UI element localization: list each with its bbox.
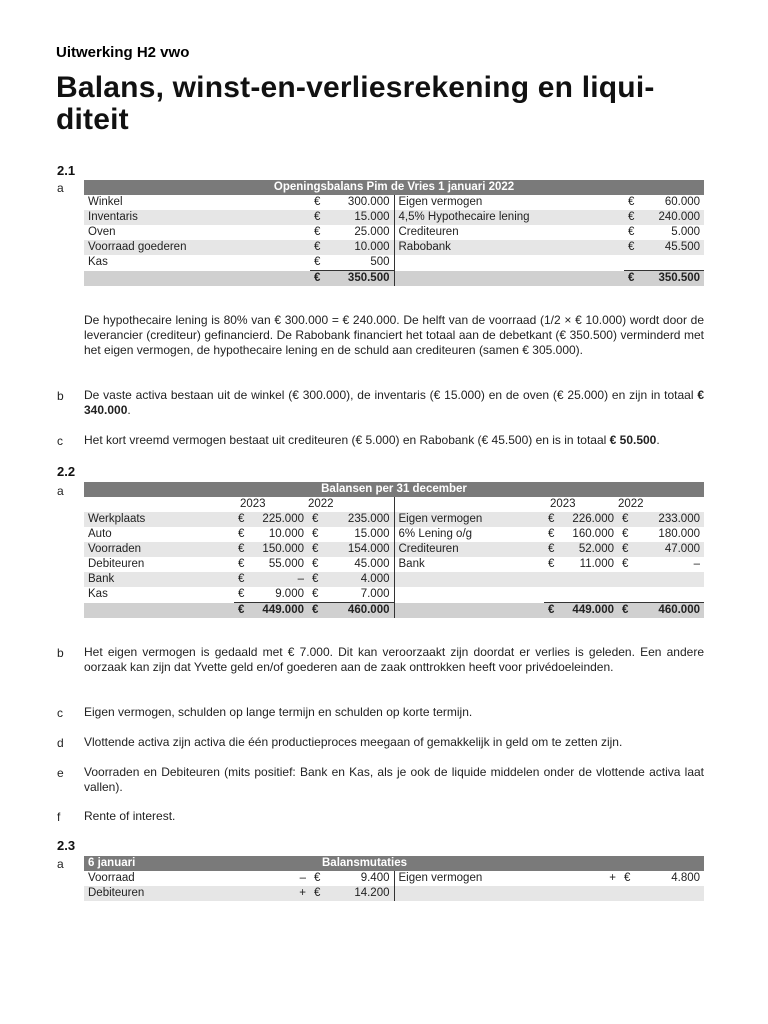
balance-mutations-table [84,856,704,901]
section-number-2-3: 2.3 [57,838,76,853]
balance-sheets-header [84,482,704,497]
table-row: Bank € – € 4.000 [84,572,704,587]
answer-2-2e-text: Voorraden en Debiteuren (mits positief: Bank en Kas, als je ook de liquide middelen onder de vlottende activa laat vallen). [84,765,704,794]
table-row: Inventaris € 15.000 4,5% Hypothecaire lening € 240.000 [84,210,704,225]
question-letter-2-2b: b [57,646,64,660]
table-row: Voorraden € 150.000 € 154.000 Crediteuren € 52.000 € 47.000 [84,542,704,557]
chapter-title-line2: diteit [56,103,129,136]
section-number-2-2: 2.2 [57,464,76,479]
table-row: Kas € 9.000 € 7.000 [84,587,704,603]
answer-2-1c-text: Het kort vreemd vermogen bestaat uit crediteuren (€ 5.000) en Rabobank (€ 45.500) en is in totaal € 50.500. [84,433,660,447]
total-credit: 350.500 [640,271,704,287]
table-row: Oven € 25.000 Crediteuren € 5.000 [88,226,701,238]
question-letter-2-2d: d [57,736,64,750]
answer-2-1a-text: De hypothecaire lening is 80% van € 300.000 = € 240.000. De helft van de voorraad (1/2 × € 10.000) wordt door de leverancier (crediteur) gefinancierd. De Rabobank financiert het totaal aan de debetkant (€ 350.500) verminderd met het eigen vermogen, de hypothecaire lening en de schuld aan crediteuren (samen € 305.000). [84,313,704,357]
total-debit: 350.500 [326,271,394,287]
document-label: Uitwerking H2 vwo [56,44,190,61]
table-total-row: € 449.000 € 460.000 € 449.000 € 460.000 [84,603,704,619]
question-letter-2-1a: a [57,181,64,195]
balance-sheets-title: Balansen per 31 december [84,482,704,497]
chapter-title-line1: Balans, winst-en-verliesrekening en liqui- [56,71,655,104]
question-letter-2-2e: e [57,766,64,780]
table-row: Debiteuren + € 14.200 [84,886,704,901]
question-letter-2-1b: b [57,389,64,403]
opening-balance-title: Openingsbalans Pim de Vries 1 januari 2022 [84,180,704,195]
question-letter-2-3a: a [57,857,64,871]
opening-balance-table [84,180,704,286]
answer-2-2d-text: Vlottende activa zijn activa die één productieproces meegaan of gemakkelijk in geld om te zetten zijn. [84,735,623,749]
balance-sheets-table [84,482,704,618]
table-total-row: € 350.500 € 350.500 [84,271,704,287]
table-row: Debiteuren € 55.000 € 45.000 Bank € 11.000 € – [88,558,700,570]
balance-mutations-title: Balansmutaties [292,856,704,871]
question-letter-2-2a: a [57,484,64,498]
table-row: Voorraad – € 9.400 Eigen vermogen + € 4.800 [88,872,701,884]
mutation-date: 6 januari [84,856,292,871]
question-letter-2-1c: c [57,434,63,448]
answer-2-1b-text: De vaste activa bestaan uit de winkel (€ 300.000), de inventaris (€ 15.000) en de oven (€ 25.000) en zijn in totaal € 340.000. [84,388,704,417]
section-number-2-1: 2.1 [57,163,76,178]
answer-2-2f-text: Rente of interest. [84,809,176,823]
answer-2-2b-text: Het eigen vermogen is gedaald met € 7.000. Dit kan veroorzaakt zijn doordat er verlies is geleden. Een andere oorzaak kan zijn dat Yvette geld en/of goederen aan de zaak onttrokken heeft voor privédoeleinden. [84,645,704,674]
table-row: Kas € 500 [84,255,704,271]
year-header-row: 2023 2022 2023 2022 [240,498,644,510]
table-row: Winkel € 300.000 Eigen vermogen € 60.000 [88,196,701,208]
question-letter-2-2f: f [57,810,61,824]
balance-mutations-header [84,856,704,871]
answer-2-2c-text: Eigen vermogen, schulden op lange termijn en schulden op korte termijn. [84,705,473,719]
question-letter-2-2c: c [57,706,63,720]
table-row: Auto € 10.000 € 15.000 6% Lening o/g € 160.000 € 180.000 [88,528,700,540]
chapter-title [56,72,716,136]
table-row: Voorraad goederen € 10.000 Rabobank € 45.500 [84,240,704,255]
opening-balance-header [84,180,704,195]
table-row: Werkplaats € 225.000 € 235.000 Eigen vermogen € 226.000 € 233.000 [84,512,704,527]
